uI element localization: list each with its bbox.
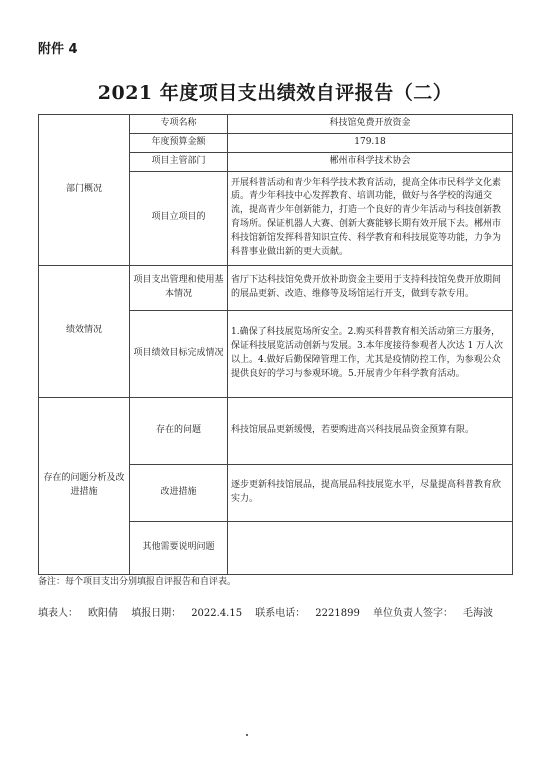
fund-usage-label: 项目支出管理和使用基本情况 [130, 265, 228, 310]
head-name: 毛海波 [463, 608, 494, 619]
date-value: 2022.4.15 [191, 608, 243, 619]
section-performance: 绩效情况 [39, 265, 130, 397]
fund-usage-text: 省厅下达科技馆免费开放补助资金主要用于支持科技馆免费开放期间的展品更新、改造、维修等及场馆运行开支，做到专款专用。 [228, 265, 513, 310]
project-name-value: 科技馆免费开放资金 [228, 115, 513, 134]
filler-name: 欧阳倩 [88, 608, 118, 619]
section-dept-overview: 部门概况 [39, 115, 130, 266]
goals-text: 1.确保了科技展览场所安全。2.购买科普教育相关活动第三方服务，保证科技展览活动创新与发展。3.本年度接待参观者人次达 1 万人次以上。4.做好后勤保障管理工作，尤其是疫情防控工作，为参观公众提供良好的学习与参观环境。5.开展青少年科学教育活动。 [228, 310, 513, 397]
dept-label: 项目主管部门 [130, 152, 228, 171]
page-title: 2021 年度项目支出绩效自评报告（二） [97, 82, 453, 104]
scan-speck [246, 734, 248, 736]
budget-label: 年度预算金额 [130, 133, 228, 152]
measures-label: 改进措施 [130, 464, 228, 521]
table-row [39, 265, 513, 310]
table-row [39, 397, 513, 464]
filler-label: 填表人： [38, 608, 78, 619]
phone-label: 联系电话： [255, 608, 306, 619]
purpose-label: 项目立项目的 [130, 171, 228, 265]
report-table [38, 114, 513, 575]
measures-text: 逐步更新科技馆展品，提高展品科技展览水平，尽量提高科普教育欣实力。 [228, 464, 513, 521]
other-text [228, 521, 513, 574]
budget-value: 179.18 [228, 133, 513, 152]
purpose-text: 开展科普活动和青少年科学技术教育活动，提高全体市民科学文化素质。青少年科技中心发挥教育、培训功能，做好与各学校的沟通交流，提高青少年创新能力，打造一个良好的青少年活动与科技创新教育场所。保证机器人大赛、创新大赛能够长期有效开展下去。郴州市科技馆新馆发挥科普知识宣传、科学教育和科技展览等功能，力争为科普事业做出新的更大贡献。 [228, 171, 513, 265]
table-row [39, 115, 513, 134]
remark-note: 备注：每个项目支出分别填报自评报告和自评表。 [38, 577, 237, 587]
head-label: 单位负责人签字： [373, 608, 454, 619]
project-name-label: 专项名称 [130, 115, 228, 134]
goals-label: 项目绩效目标完成情况 [130, 310, 228, 397]
other-label: 其他需要说明问题 [130, 521, 228, 574]
phone-value: 2221899 [315, 608, 360, 619]
problems-label: 存在的问题 [130, 397, 228, 464]
problems-text: 科技馆展品更新缓慢，若要购进高兴科技展品资金预算有限。 [228, 397, 513, 464]
dept-value: 郴州市科学技术协会 [228, 152, 513, 171]
attachment-label: 附件 4 [38, 42, 78, 57]
section-issues: 存在的问题分析及改进措施 [39, 397, 130, 574]
date-label: 填报日期： [131, 608, 182, 619]
signature-footer [38, 604, 503, 619]
